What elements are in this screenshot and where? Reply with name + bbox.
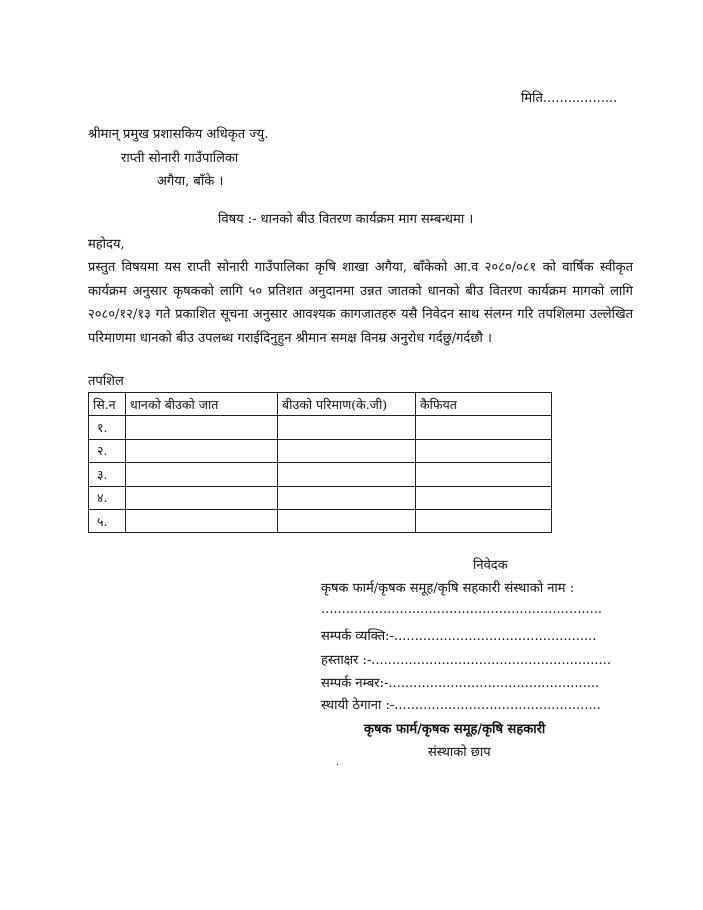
cell-serial: ५.	[89, 509, 126, 532]
cell-remarks[interactable]	[416, 463, 552, 486]
cell-remarks[interactable]	[416, 416, 552, 439]
header-quantity: बीउको परिमाण(के.जी)	[278, 393, 416, 416]
table-header-row	[89, 393, 552, 416]
stamp-label-line2: संस्थाको छाप	[428, 745, 491, 760]
date-line: मिति..................	[521, 91, 618, 106]
org-name-label: कृषक फार्म/कृषक समूह/कृषि सहकारी संस्थाको नाम :	[321, 581, 575, 596]
signature-field[interactable]: हस्ताक्षर :-..........................................................	[321, 653, 611, 668]
scan-mark: ·	[336, 760, 340, 771]
cell-serial: ३.	[89, 463, 126, 486]
cell-serial: १.	[89, 416, 126, 439]
cell-serial: ४.	[89, 486, 126, 509]
body-paragraph: प्रस्तुत विषयमा यस राप्ती सोनारी गाउँपालिका कृषि शाखा अगैया, बाँकेको आ.व २०८०/०८१ को वार्षिक स्वीकृत कार्यक्रम अनुसार कृषकको लागि ५० प्रतिशत अनुदानमा उन्नत जातको धानको बीउ वितरण कार्यक्रम मागको लागि २०८०/१२/१३ गते प्रकाशित सूचना अनुसार आवश्यक कागजातहरु यसै निवेदन साथ संलग्न गरि तपशिलमा उल्लेखित परिमाणमा धानको बीउ उपलब्ध गराईदिनुहुन श्रीमान समक्ष विनम्र अनुरोध गर्दछु/गर्दछौ ।	[88, 260, 633, 346]
cell-quantity[interactable]	[278, 509, 416, 532]
header-remarks: कैफियत	[416, 393, 552, 416]
contact-person-field[interactable]: सम्पर्क व्यक्ति:-.................................................	[321, 629, 597, 644]
permanent-address-field[interactable]: स्थायी ठेगाना :-..................................................	[321, 698, 601, 713]
addressee-title: श्रीमान् प्रमुख प्रशासकिय अधिकृत ज्यु.	[88, 127, 269, 142]
table-row	[89, 416, 552, 439]
cell-variety[interactable]	[126, 439, 278, 462]
cell-serial: २.	[89, 439, 126, 462]
cell-quantity[interactable]	[278, 439, 416, 462]
addressee-location: अगैया, बाँके ।	[157, 174, 224, 189]
cell-quantity[interactable]	[278, 463, 416, 486]
cell-remarks[interactable]	[416, 439, 552, 462]
applicant-heading: निवेदक	[473, 558, 508, 573]
stamp-label-line1: कृषक फार्म/कृषक समूह/कृषि सहकारी	[364, 722, 546, 737]
subject-line: विषय :- धानको बीउ वितरण कार्यक्रम माग सम्बन्धमा ।	[218, 212, 474, 227]
org-name-fill-line[interactable]: ....................................................................	[321, 602, 602, 617]
table-row	[89, 463, 552, 486]
cell-remarks[interactable]	[416, 486, 552, 509]
cell-variety[interactable]	[126, 509, 278, 532]
cell-variety[interactable]	[126, 486, 278, 509]
salutation: महोदय,	[88, 237, 125, 252]
cell-variety[interactable]	[126, 463, 278, 486]
table-row	[89, 509, 552, 532]
cell-quantity[interactable]	[278, 416, 416, 439]
cell-remarks[interactable]	[416, 509, 552, 532]
addressee-office: राप्ती सोनारी गाउँपालिका	[121, 151, 239, 166]
table-row	[89, 439, 552, 462]
header-variety: धानको बीउको जात	[126, 393, 278, 416]
table-row	[89, 486, 552, 509]
seed-request-table	[88, 392, 552, 533]
cell-quantity[interactable]	[278, 486, 416, 509]
contact-number-field[interactable]: सम्पर्क नम्बर:-...................................................	[321, 676, 600, 691]
header-serial: सि.न	[89, 393, 126, 416]
cell-variety[interactable]	[126, 416, 278, 439]
details-label: तपशिल	[88, 374, 124, 389]
